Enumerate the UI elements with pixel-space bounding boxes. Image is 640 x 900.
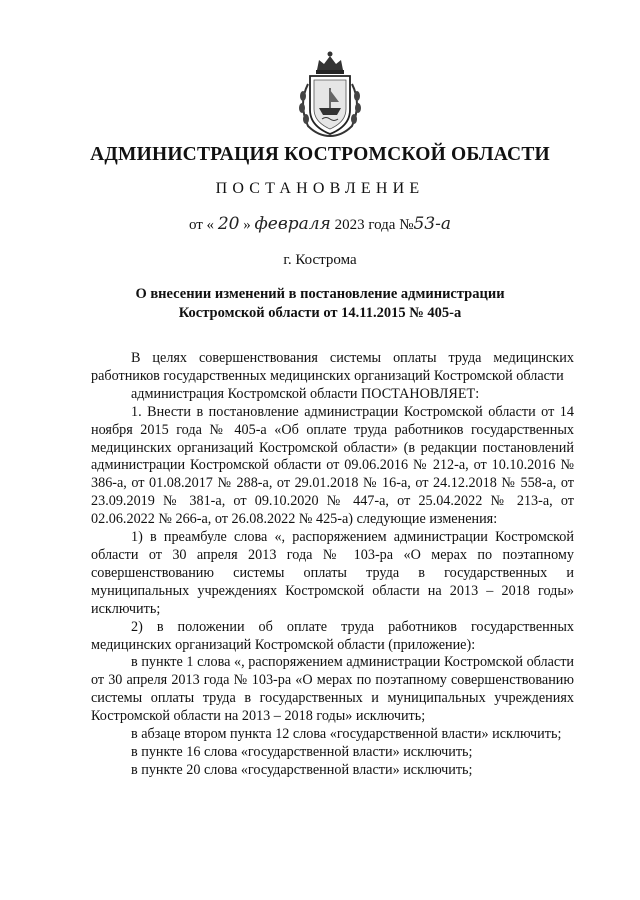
date-year: 2023 bbox=[334, 217, 365, 233]
date-mid: » bbox=[243, 217, 251, 233]
document-body bbox=[91, 350, 574, 780]
coat-of-arms-emblem bbox=[292, 50, 368, 140]
title-line-2: Костромской области от 14.11.2015 № 405-а bbox=[178, 305, 462, 321]
paragraph-point-12: в абзаце втором пункта 12 слова «государственной власти» исключить; bbox=[131, 726, 562, 743]
date-year-word: года bbox=[368, 217, 396, 233]
paragraph-point-1: в пункте 1 слова «, распоряжением администрации Костромской области от 30 апреля 2013 года № 103-ра «О мерах по поэтапному совершенствованию системы оплаты труда в государственных и муниципальных учреждениях Костромской области на 2013 – 2018 годы» исключить; bbox=[91, 654, 574, 725]
paragraph-point-16: в пункте 16 слова «государственной власти» исключить; bbox=[131, 743, 473, 760]
city-line: г. Кострома bbox=[283, 252, 357, 268]
handwritten-month: февраля bbox=[254, 214, 331, 234]
title-line-1: О внесении изменений в постановление администрации bbox=[135, 286, 505, 302]
number-sign: № bbox=[399, 217, 414, 233]
paragraph-point-20: в пункте 20 слова «государственной власти» исключить; bbox=[131, 761, 473, 778]
handwritten-number: 53-а bbox=[413, 214, 452, 234]
paragraph-item-1: 1. Внести в постановление администрации Костромской области от 14 ноября 2015 года № 405-а «Об оплате труда работников государственных медицинских организаций Костромской области» (в редакции постановлений администрации Костромской области от 09.06.2016 № 212-а, от 10.10.2016 № 386-а, от 01.08.2017 № 288-а, от 29.01.2018 № 16-а, от 24.12.2018 № 558-а, от 23.09.2019 № 381-а, от 09.10.2020 № 447-а, от 25.04.2022 № 213-а, от 02.06.2022 № 266-а, от 26.08.2022 № 425-а) следующие изменения: bbox=[91, 403, 574, 528]
date-number-line bbox=[0, 214, 640, 234]
paragraph-subitem-1: 1) в преамбуле слова «, распоряжением администрации Костромской области от 30 апреля 2013 года № 103-ра «О мерах по поэтапному совершенствованию системы оплаты труда в государственных и муниципальных учреждениях Костромской области на 2013 – 2018 годы» исключить; bbox=[91, 529, 574, 617]
paragraph-subitem-2: 2) в положении об оплате труда работников государственных медицинских организаций Костромской области (приложение): bbox=[91, 618, 574, 653]
paragraph-preamble: В целях совершенствования системы оплаты труда медицинских работников государственных медицинских организаций Костромской области bbox=[91, 350, 574, 384]
handwritten-day: 20 bbox=[217, 214, 240, 234]
document-type: ПОСТАНОВЛЕНИЕ bbox=[215, 180, 425, 197]
paragraph-resolves: администрация Костромской области ПОСТАНОВЛЯЕТ: bbox=[131, 385, 480, 402]
date-prefix: от « bbox=[188, 217, 215, 233]
organization-heading: АДМИНИСТРАЦИЯ КОСТРОМСКОЙ ОБЛАСТИ bbox=[90, 144, 550, 165]
document-title bbox=[0, 285, 640, 323]
